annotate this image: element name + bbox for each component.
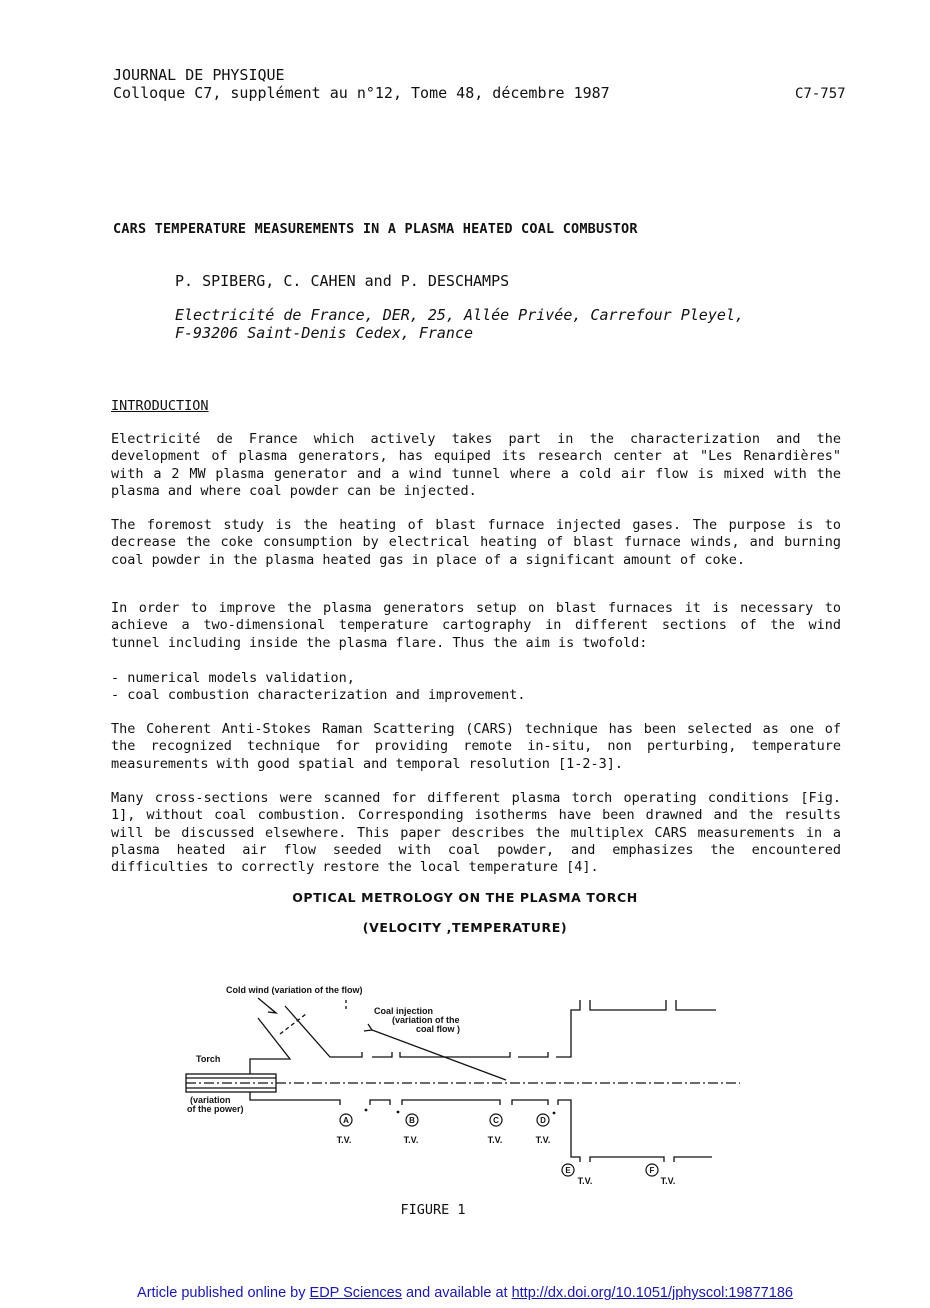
affiliation-line-1: Electricité de France, DER, 25, Allée Privée, Carrefour Pleyel, — [175, 306, 744, 324]
coal-injection-label-1: Coal injection — [374, 1006, 434, 1016]
power-label-2: of the power) — [187, 1104, 244, 1114]
authors: P. SPIBERG, C. CAHEN and P. DESCHAMPS — [175, 272, 510, 290]
point-f-label: F — [649, 1166, 655, 1175]
coal-injection-label-3: coal flow ) — [416, 1024, 461, 1034]
paragraph-2: The foremost study is the heating of blast furnace injected gases. The purpose is to decrease the coke consumption by electrical heating of blast furnace winds, and burning coal powder in the plasma heated gas in place of a significant amount of coke. — [111, 517, 841, 568]
footer — [0, 1285, 930, 1301]
torch-label: Torch — [196, 1054, 221, 1064]
publisher-link[interactable]: EDP Sciences — [309, 1285, 402, 1301]
tv-label-d: T.V. — [535, 1135, 551, 1145]
tv-label-c: T.V. — [487, 1135, 503, 1145]
footer-prefix: Article published online by — [137, 1285, 310, 1301]
upper-wall — [250, 1000, 716, 1074]
point-a-label: A — [343, 1116, 349, 1125]
section-title: INTRODUCTION — [111, 398, 209, 414]
bullet-1: - numerical models validation, — [111, 670, 355, 686]
paragraph-5: Many cross-sections were scanned for different plasma torch operating conditions [Fig. 1], without coal combustion. Corresponding isotherms have been drawned and the results will be discussed elsewhere. This paper describes the multiplex CARS measurements in a plasma heated air flow seeded with coal powder, and emphasizes the encountered difficulties to correctly restore the local temperature [4]. — [111, 790, 841, 876]
tv-label-f: T.V. — [660, 1176, 676, 1186]
doi-link[interactable]: http://dx.doi.org/10.1051/jphyscol:19877186 — [511, 1285, 793, 1301]
cold-wind-label: Cold wind (variation of the flow) — [226, 985, 363, 995]
figure-heading: OPTICAL METROLOGY ON THE PLASMA TORCH — [292, 890, 638, 905]
paragraph-1: Electricité de France which actively takes part in the characterization and the development of plasma generators, has equiped its research center at "Les Renardières" with a 2 MW plasma generator and a wind tunnel where a cold air flow is mixed with the plasma and where coal powder can be injected. — [111, 431, 841, 499]
point-b-label: B — [409, 1116, 415, 1125]
power-label-1: (variation — [190, 1095, 231, 1105]
journal-name: JOURNAL DE PHYSIQUE — [113, 66, 285, 84]
journal-header — [113, 66, 610, 102]
point-e-label: E — [565, 1166, 571, 1175]
point-d-label: D — [540, 1116, 546, 1125]
lower-wall — [250, 1092, 712, 1162]
footer-middle: and available at — [401, 1285, 512, 1301]
figure-subheading: (VELOCITY ,TEMPERATURE) — [362, 920, 568, 935]
affiliation-line-2: F-93206 Saint-Denis Cedex, France — [175, 324, 474, 342]
paper-title: CARS TEMPERATURE MEASUREMENTS IN A PLASMA HEATED COAL COMBUSTOR — [113, 221, 638, 237]
paragraph-4: The Coherent Anti-Stokes Raman Scattering (CARS) technique has been selected as one of the recognized technique for providing remote in-situ, non perturbing, temperature measurements with good spatial and temporal resolution [1-2-3]. — [111, 721, 841, 772]
bullet-2: - coal combustion characterization and improvement. — [111, 687, 526, 703]
figure-caption: FIGURE 1 — [400, 1202, 466, 1218]
tv-label-b: T.V. — [403, 1135, 419, 1145]
page-number: C7-757 — [795, 86, 846, 102]
plasma-torch-diagram — [0, 970, 930, 1195]
affiliation — [175, 306, 744, 342]
coal-injection-label-2: (variation of the — [392, 1015, 460, 1025]
tv-label-a: T.V. — [336, 1135, 352, 1145]
tv-label-e: T.V. — [577, 1176, 593, 1186]
point-c-label: C — [493, 1116, 499, 1125]
paragraph-3: In order to improve the plasma generators setup on blast furnaces it is necessary to achieve a two-dimensional temperature cartography in different sections of the wind tunnel including inside the plasma flare. Thus the aim is twofold: — [111, 600, 841, 651]
issue-line: Colloque C7, supplément au n°12, Tome 48, décembre 1987 — [113, 84, 610, 102]
